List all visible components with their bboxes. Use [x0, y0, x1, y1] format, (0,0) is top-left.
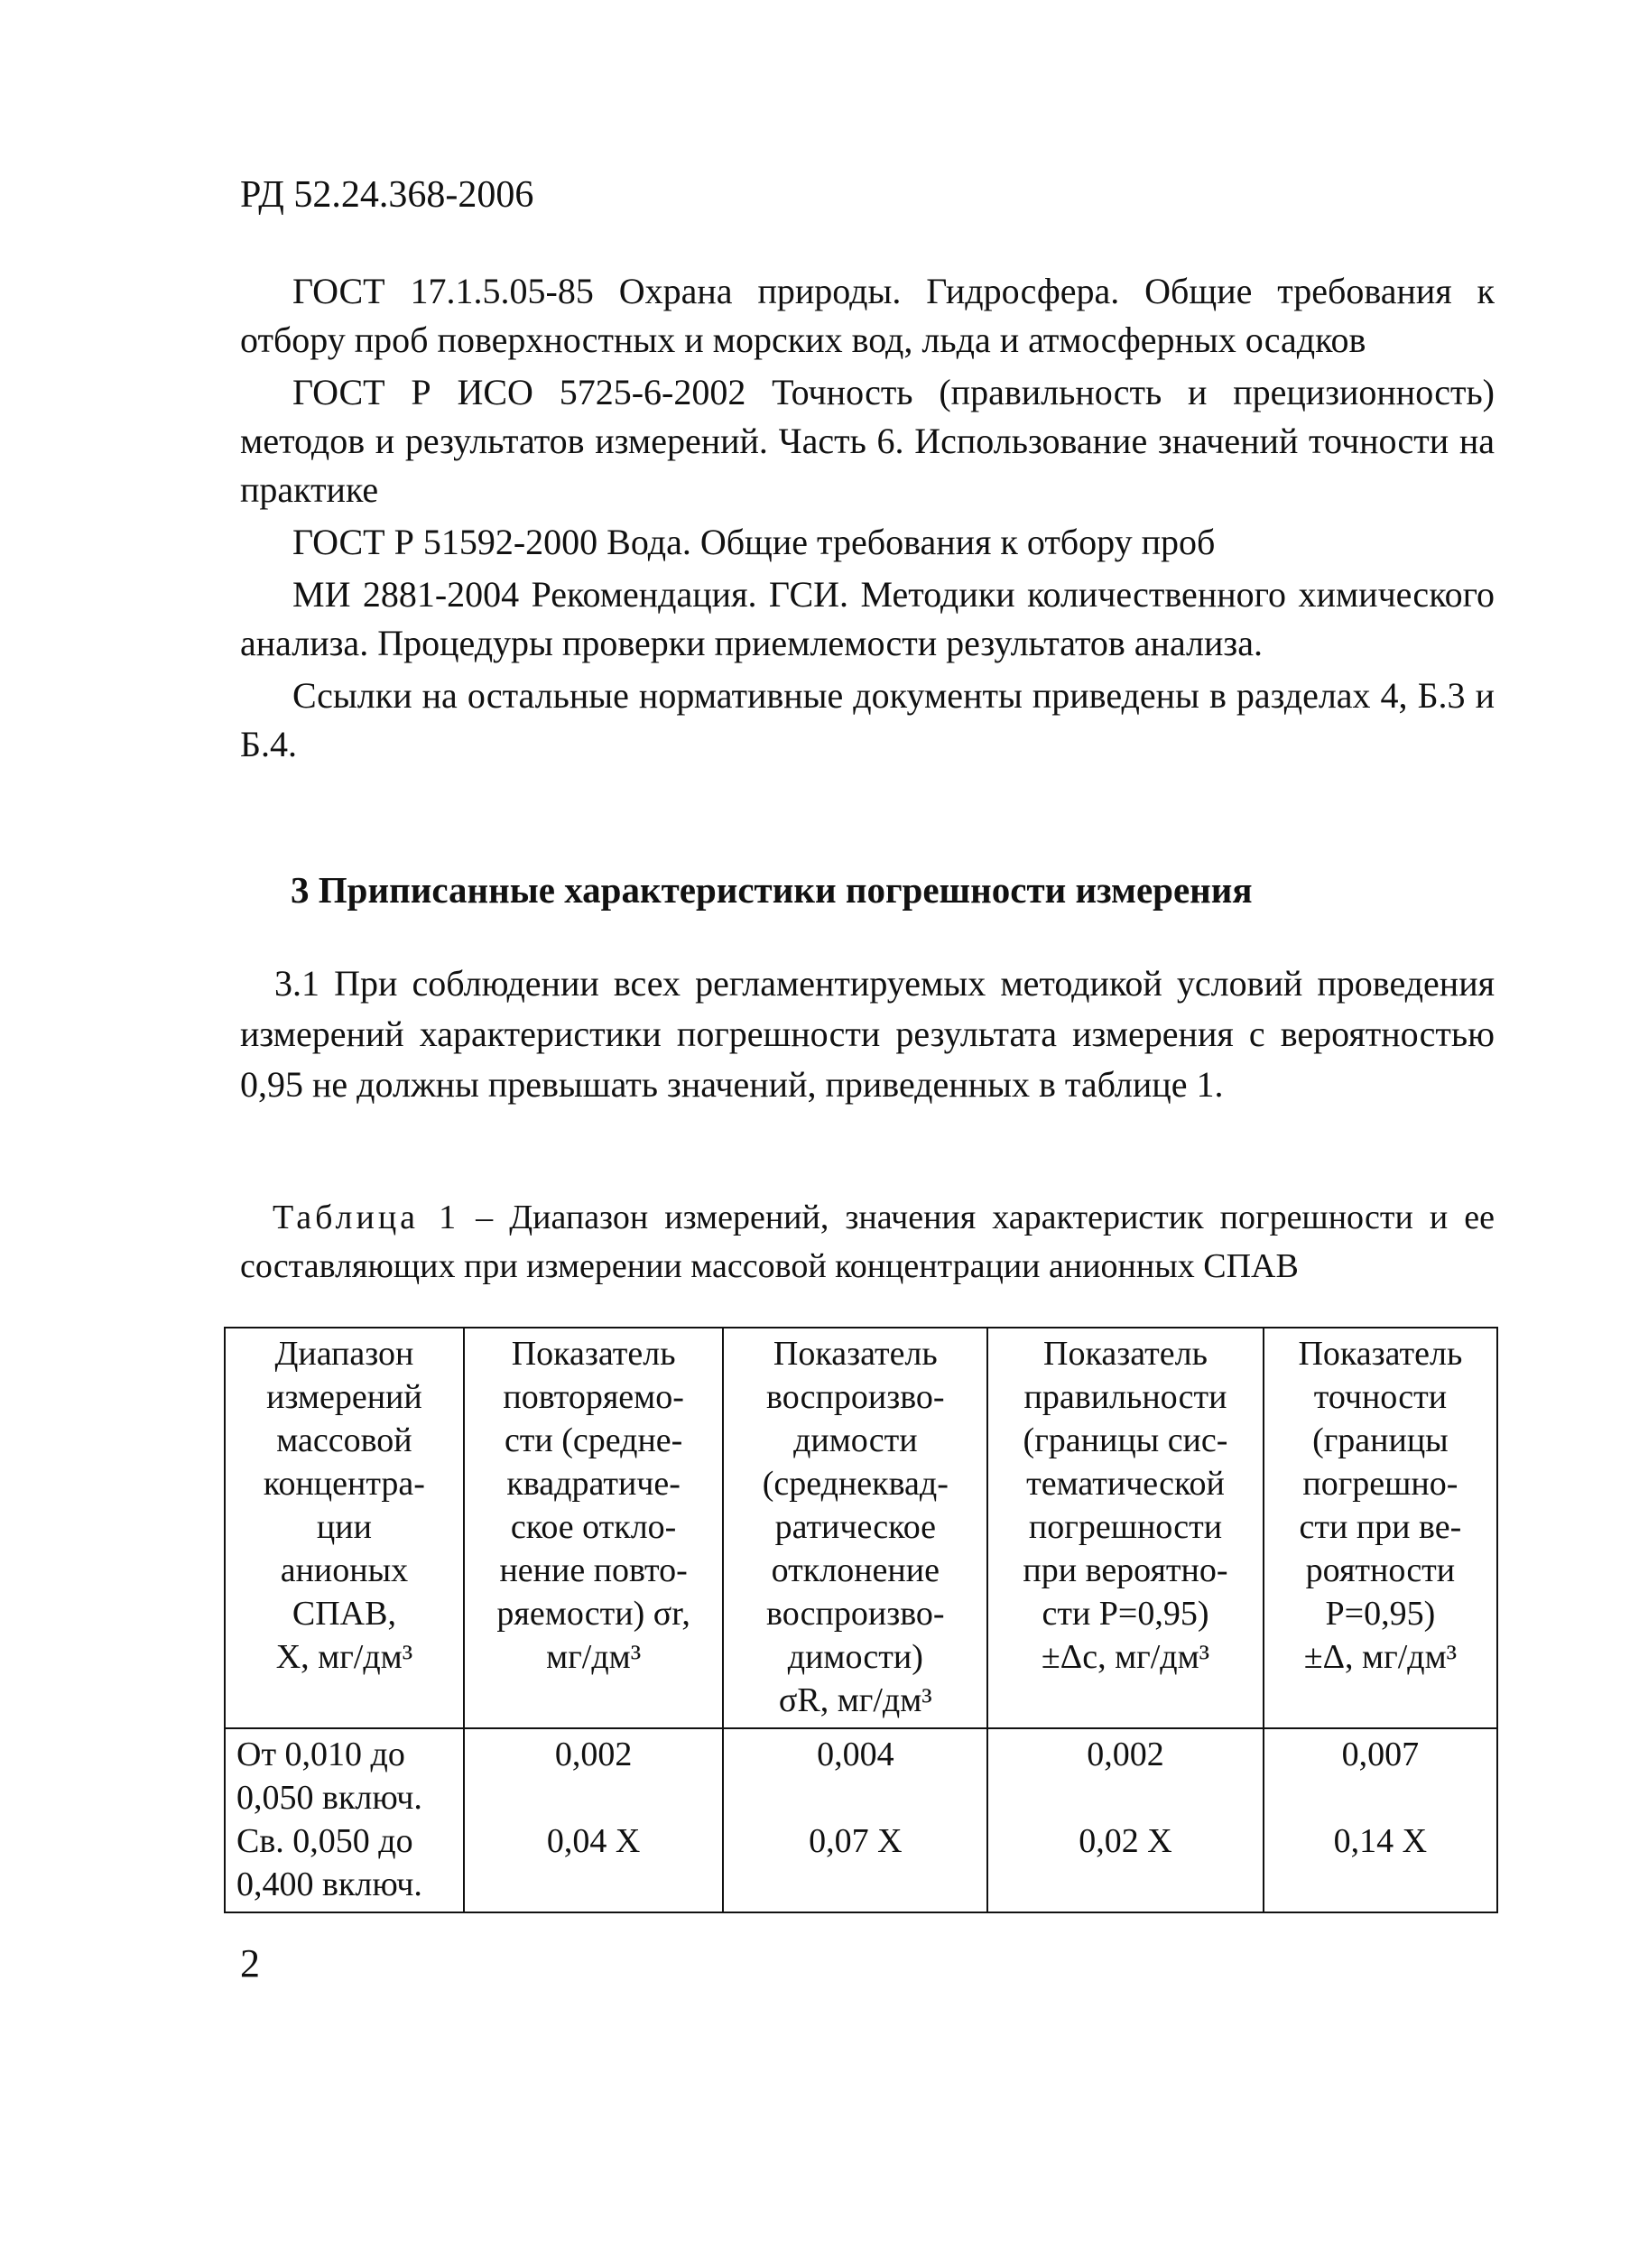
reference-item: МИ 2881-2004 Рекомендация. ГСИ. Методики количественного химического анализа. Процедуры проверки приемлемости результатов анализа. — [240, 574, 1495, 663]
header-accuracy: Показатель точности (границы погрешно- сти при ве- роятности P=0,95) ±Δ, мг/дм³ — [1264, 1328, 1497, 1728]
table-row — [225, 1728, 1497, 1912]
table-caption — [240, 1193, 1495, 1291]
document-header: РД 52.24.368-2006 — [240, 174, 534, 216]
cell-repeatability: 0,002 0,04 X — [464, 1728, 724, 1912]
table-caption-label: Таблица 1 — [273, 1199, 460, 1236]
reference-item: ГОСТ Р 51592-2000 Вода. Общие требования к отбору проб — [292, 522, 1216, 562]
header-range: Диапазон измерений массовой концентра- ции анионых СПАВ, X, мг/дм³ — [225, 1328, 464, 1728]
cell-range: От 0,010 до 0,050 включ. Св. 0,050 до 0,400 включ. — [225, 1728, 464, 1912]
header-reproducibility: Показатель воспроизво- димости (среднеквад- ратическое отклонение воспроизво- димости) σR, мг/дм³ — [723, 1328, 987, 1728]
cell-accuracy: 0,007 0,14 X — [1264, 1728, 1497, 1912]
header-repeatability: Показатель повторяемо- сти (средне- квадратиче- ское откло- нение повто- ряемости) σr, мг/дм³ — [464, 1328, 724, 1728]
header-trueness: Показатель правильности (границы сис- тематической погрешности при вероятно- сти P=0,95) ±Δc, мг/дм³ — [987, 1328, 1264, 1728]
cell-trueness: 0,002 0,02 X — [987, 1728, 1264, 1912]
error-characteristics-table — [224, 1327, 1498, 1913]
table-caption-text: – Диапазон измерений, значения характеристик погрешности и ее составляющих при измерении массовой концентрации анионных СПАВ — [240, 1199, 1495, 1285]
reference-item: ГОСТ 17.1.5.05-85 Охрана природы. Гидросфера. Общие требования к отбору проб поверхностных и морских вод, льда и атмосферных осадков — [240, 271, 1495, 360]
references-list — [240, 267, 1495, 773]
section-title: 3 Приписанные характеристики погрешности измерения — [291, 869, 1253, 911]
section-paragraph: 3.1 При соблюдении всех регламентируемых методикой условий проведения измерений характеристики погрешности результата измерения с вероятностью 0,95 не должны превышать значений, приведенных в таблице 1. — [240, 963, 1495, 1105]
table-header-row — [225, 1328, 1497, 1728]
reference-note: Ссылки на остальные нормативные документы приведены в разделах 4, Б.3 и Б.4. — [240, 675, 1495, 764]
page-number: 2 — [240, 1941, 260, 1986]
cell-reproducibility: 0,004 0,07 X — [723, 1728, 987, 1912]
reference-item: ГОСТ Р ИСО 5725-6-2002 Точность (правильность и прецизионность) методов и результатов измерений. Часть 6. Использование значений точности на практике — [240, 372, 1495, 510]
